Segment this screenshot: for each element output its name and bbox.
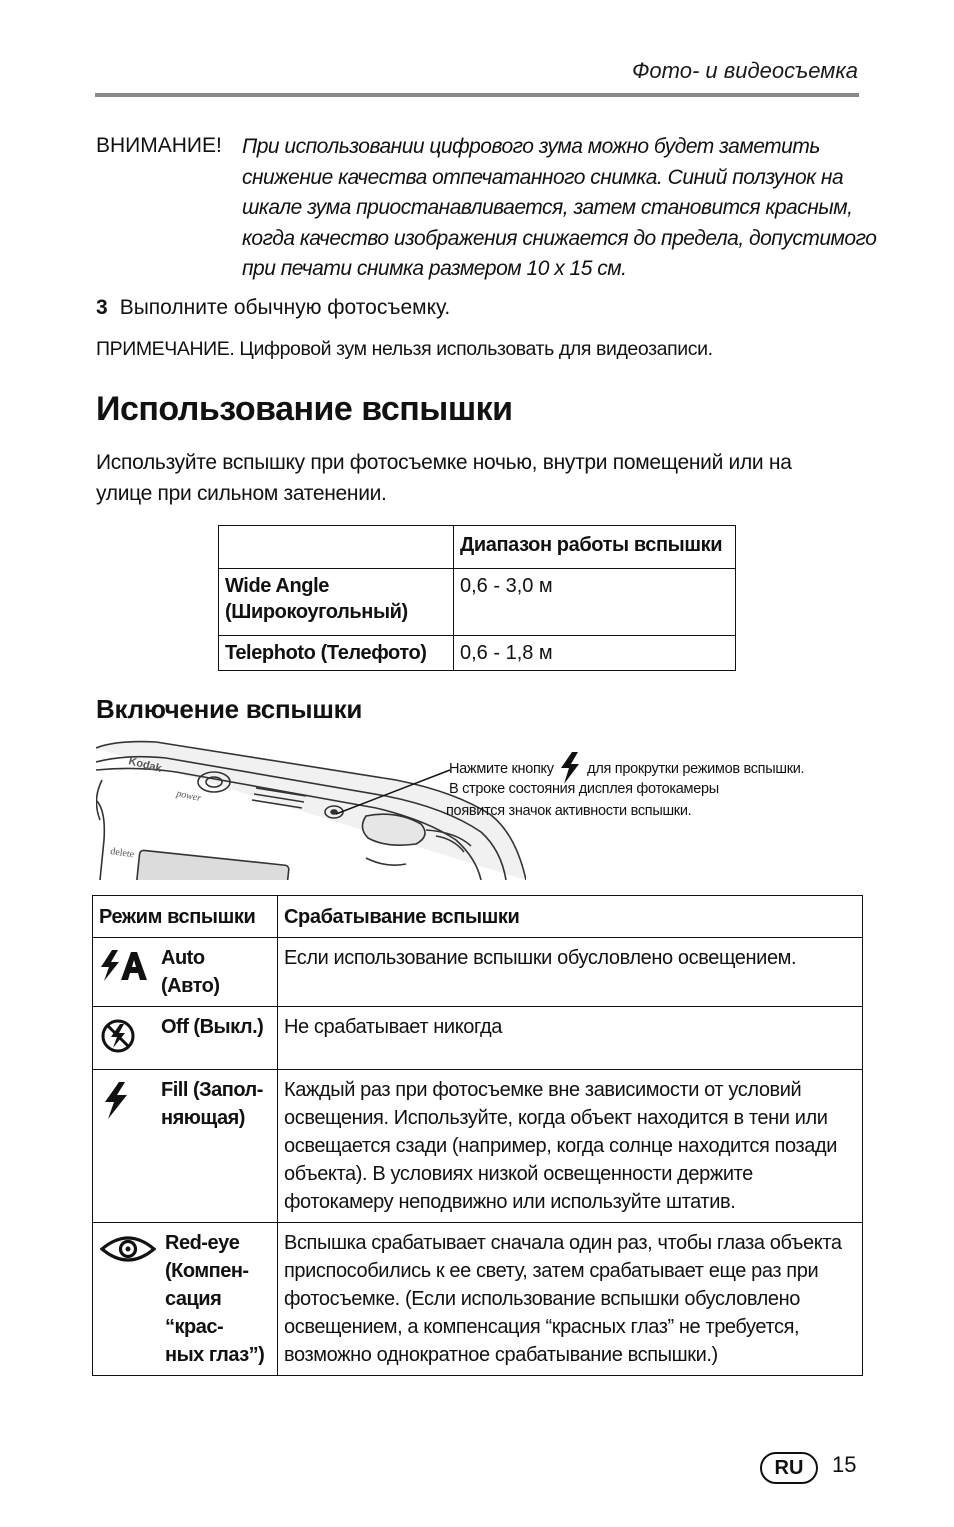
section-title: Использование вспышки: [96, 390, 513, 428]
table-row: [219, 569, 736, 636]
step-3: [96, 296, 450, 320]
note: ПРИМЕЧАНИЕ. Цифровой зум нельзя использовать для видеозаписи.: [96, 338, 713, 360]
mode-desc-fill: Каждый раз при фотосъемке вне зависимости от условий освещения. Используйте, когда объект находится в тени или освещается сзади (например, когда солнце находится позади объекта). В условиях низкой освещенности держите фотокамеру неподвижно или используйте штатив.: [278, 1070, 863, 1223]
mode-name-red-eye: Red-eye (Компен- сация “крас- ных глаз”): [165, 1232, 265, 1366]
range-mode-wide: Wide Angle (Широкоугольный): [219, 569, 454, 636]
flash-auto-icon: [99, 948, 149, 982]
running-header: Фото- и видеосъемка: [631, 58, 858, 83]
range-table-header: [219, 526, 736, 569]
callout-line-3: появится значок активности вспышки.: [446, 803, 692, 819]
header-rule: [95, 93, 859, 97]
table-row: [219, 636, 736, 671]
table-row: [93, 938, 863, 1007]
range-header-empty: [219, 526, 454, 569]
flash-range-table: [218, 525, 736, 671]
flash-fill-icon: [99, 1080, 133, 1120]
camera-power-label: power: [175, 788, 203, 805]
red-eye-icon: [99, 1233, 157, 1265]
camera-brand-label: Kodak: [127, 755, 163, 776]
warning-label: ВНИМАНИЕ!: [96, 134, 222, 157]
mode-desc-off: Не срабатывает никогда: [278, 1007, 863, 1070]
step-text: Выполните обычную фотосъемку.: [119, 296, 451, 319]
section-intro: Используйте вспышку при фотосъемке ночью, внутри помещений или на улице при сильном затенении.: [96, 451, 792, 505]
step-number: 3: [96, 296, 108, 319]
modes-table-header: [93, 896, 863, 938]
mode-name-off: Off (Выкл.): [161, 1016, 264, 1038]
mode-desc-red-eye: Вспышка срабатывает сначала один раз, чтобы глаза объекта приспособились к ее свету, затем срабатывает еще раз при фотосъемке. (Если использование вспышки обусловлено освещением, а компенсация “красных глаз” не требуется, возможно однократное срабатывание вспышки.): [278, 1223, 863, 1376]
callout-post: для прокрутки режимов вспышки.: [587, 761, 805, 777]
mode-off: [93, 1007, 278, 1070]
mode-name-auto: Auto (Авто): [161, 947, 220, 997]
range-value-wide: 0,6 - 3,0 м: [454, 569, 736, 636]
language-badge: RU: [760, 1452, 818, 1484]
range-mode-tele: Telephoto (Телефото): [219, 636, 454, 671]
table-row: [93, 1070, 863, 1223]
range-header-label: Диапазон работы вспышки: [454, 526, 736, 569]
warning-text: При использовании цифрового зума можно будет заметить снижение качества отпечатанного снимка. Синий ползунок на шкале зума приостанавливается, затем становится красным, когда качество изображения снижается до предела, допустимого при печати снимка размером 10 х 15 см.: [242, 135, 877, 280]
mode-auto: [93, 938, 278, 1007]
flash-button-icon: [558, 751, 582, 785]
flash-modes-table: [92, 895, 863, 1376]
table-row: [93, 1223, 863, 1376]
callout-line-1: [449, 751, 804, 785]
camera-delete-label: delete: [109, 846, 135, 861]
mode-desc-auto: Если использование вспышки обусловлено освещением.: [278, 938, 863, 1007]
subsection-title: Включение вспышки: [96, 694, 363, 724]
range-value-tele: 0,6 - 1,8 м: [454, 636, 736, 671]
mode-red-eye: [93, 1223, 278, 1376]
modes-header-mode: Режим вспышки: [93, 896, 278, 938]
page-number: 15: [832, 1452, 857, 1477]
table-row: [93, 1007, 863, 1070]
mode-name-fill: Fill (Запол- няющая): [161, 1079, 263, 1129]
modes-header-action: Срабатывание вспышки: [278, 896, 863, 938]
callout-leader-line: [330, 768, 454, 818]
flash-off-icon: [99, 1017, 139, 1055]
mode-fill: [93, 1070, 278, 1223]
callout-pre: Нажмите кнопку: [449, 761, 554, 777]
callout-line-2: В строке состояния дисплея фотокамеры: [449, 781, 719, 797]
